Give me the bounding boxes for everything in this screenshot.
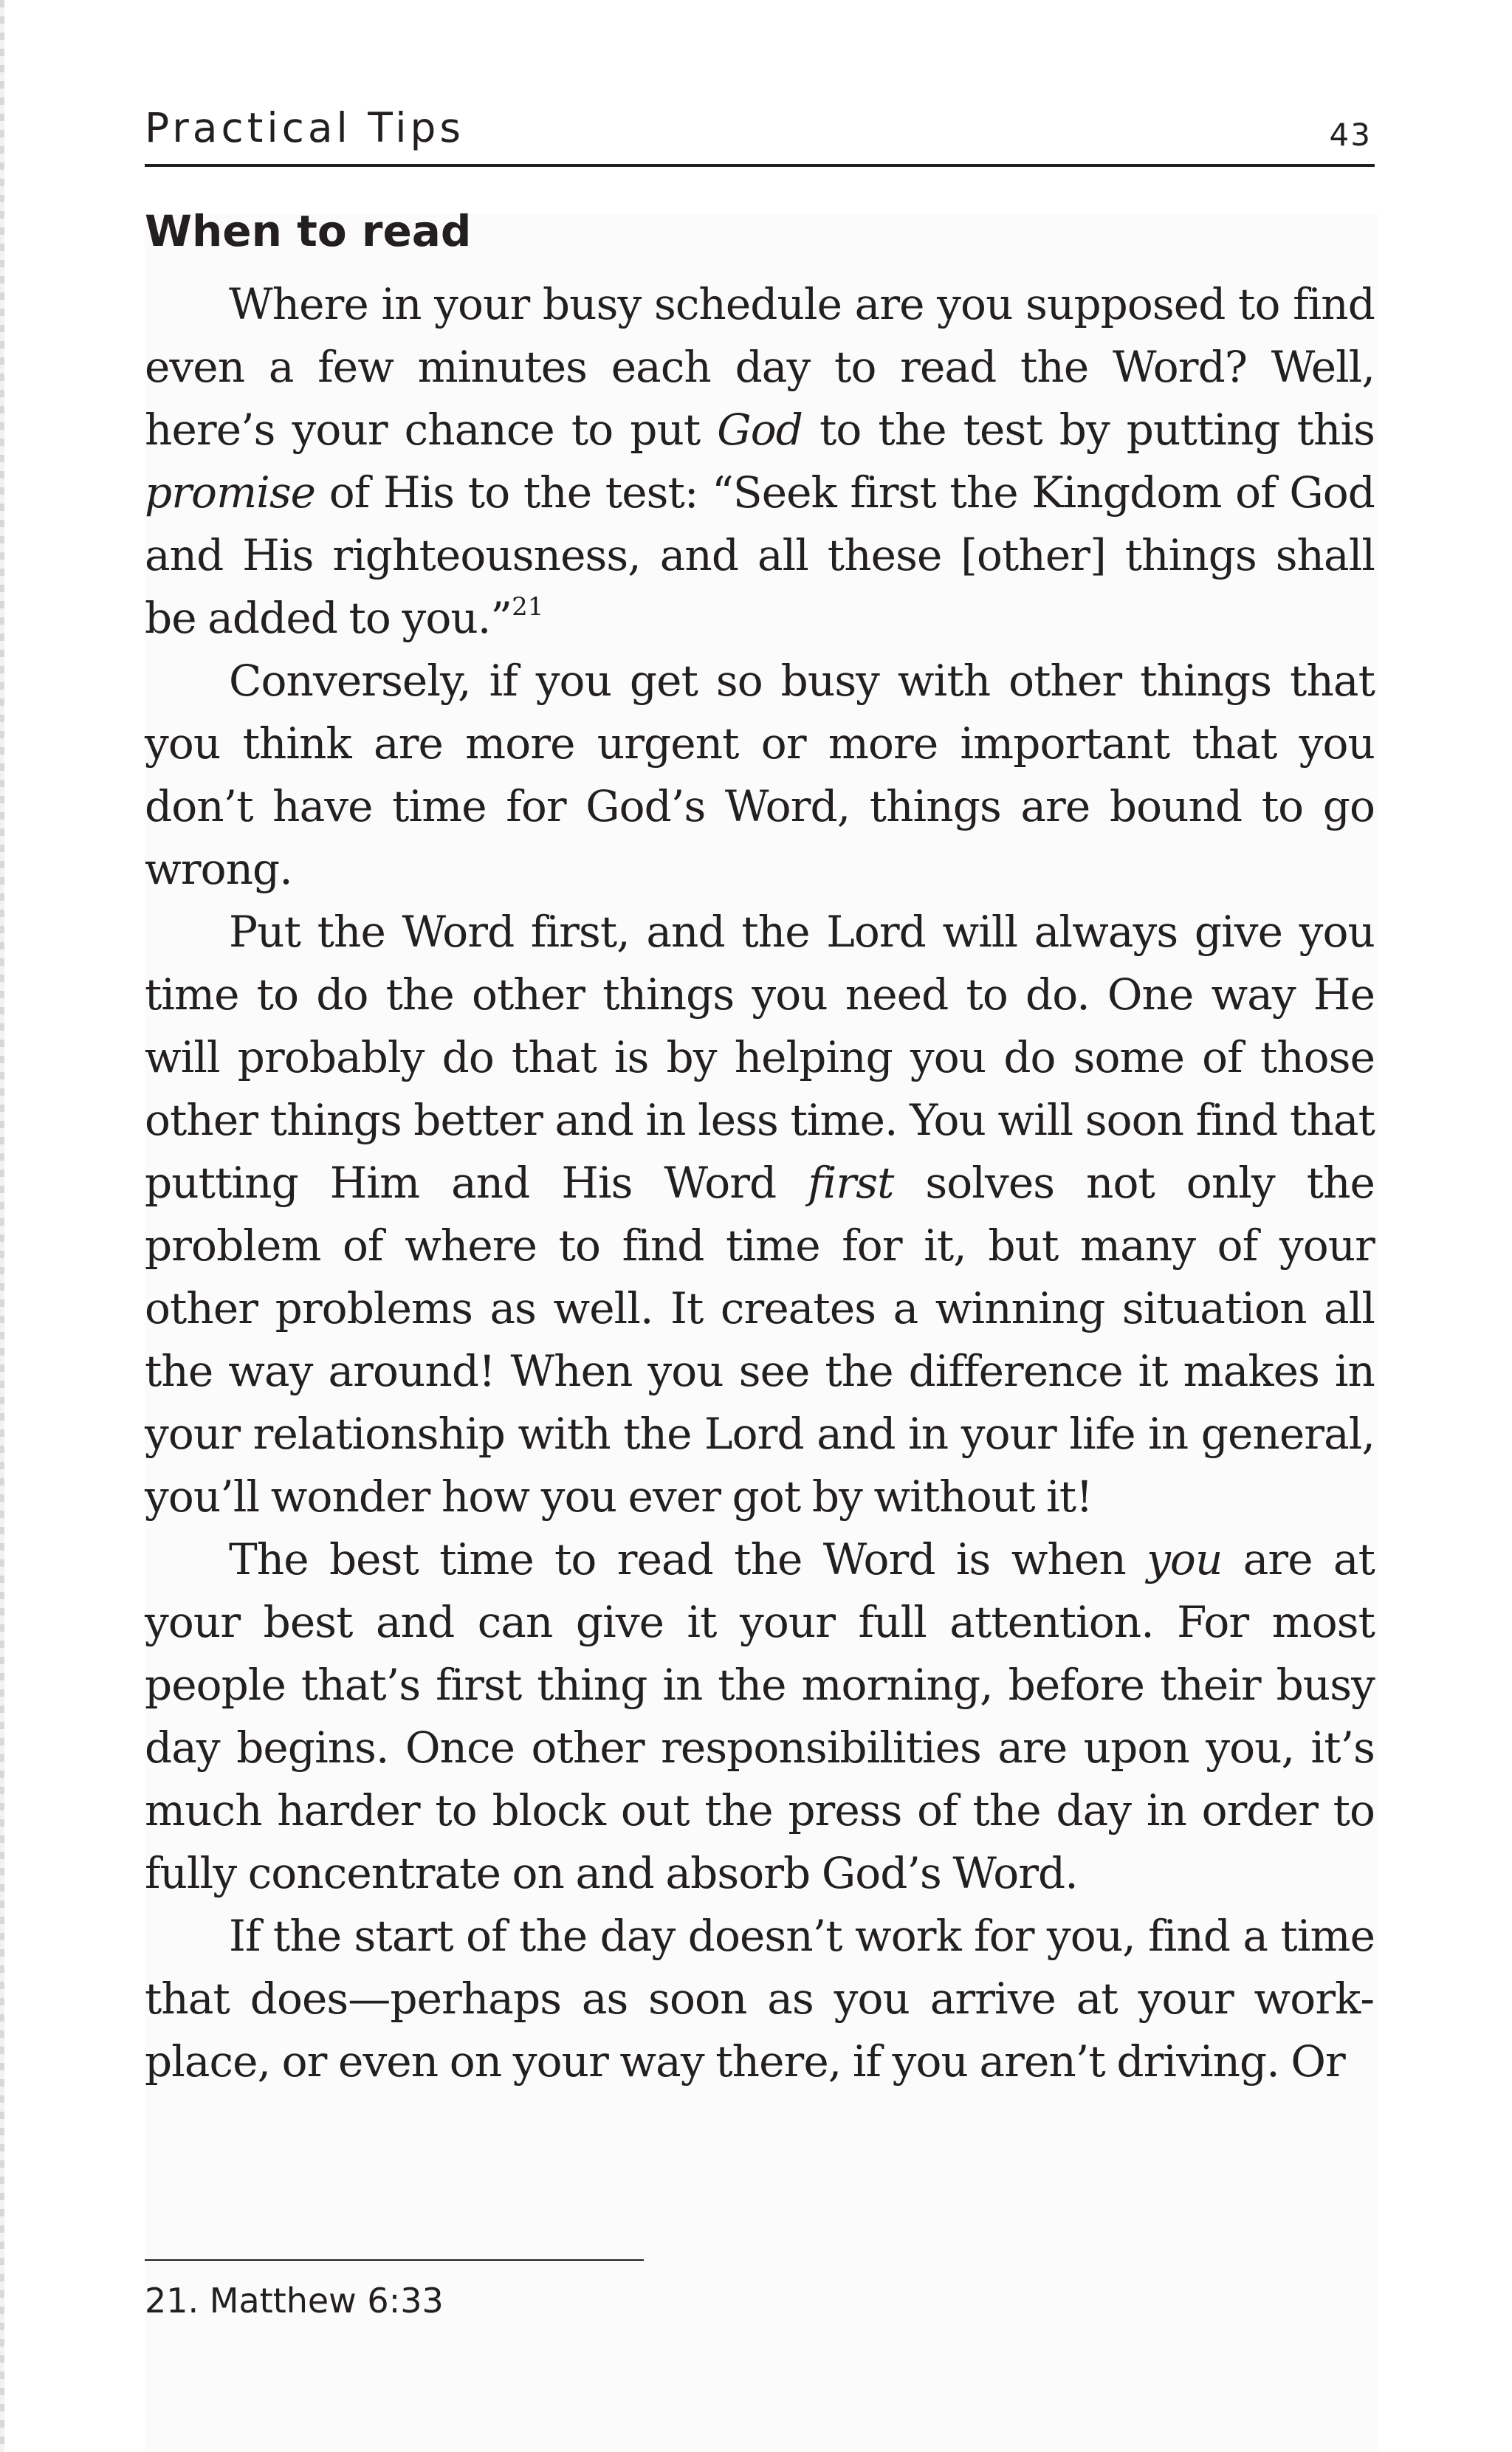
paragraph-text: of His to the test: “Seek first the Kingdom of God and His righteousness, and all these [other] things shall be added to you.” <box>145 467 1375 643</box>
emphasis-text: promise <box>145 467 316 518</box>
body-paragraph <box>145 1905 1375 2093</box>
footnote: 21. Matthew 6:33 <box>145 2281 444 2321</box>
paragraph-text: Where in your busy schedule are you supposed to find even a few minutes each day to read the Word? Well, here’s your chance to put <box>145 279 1375 455</box>
body-text <box>145 273 1375 2093</box>
paragraph-text: solves not only the problem of where to find time for it, but many of your other problems as well. It creates a winning situation all the way around! When you see the difference it makes in your relationship with the Lord and in your life in general, you’ll wonder how you ever got by without it! <box>145 1158 1375 1522</box>
paragraph-text: to the test by putting this <box>802 405 1375 455</box>
emphasis-text: you <box>1147 1534 1223 1584</box>
running-header <box>145 104 1375 167</box>
paragraph-text: Conversely, if you get so busy with other things that you think are more urgent or more important that you don’t have time for God’s Word, things are bound to go wrong. <box>145 656 1375 894</box>
body-paragraph <box>145 273 1375 650</box>
body-paragraph <box>145 650 1375 901</box>
running-title: Practical Tips <box>145 104 465 151</box>
body-paragraph <box>145 901 1375 1528</box>
section-heading: When to read <box>145 206 472 256</box>
paragraph-text: The best time to read the Word is when <box>229 1534 1147 1584</box>
emphasis-text: God <box>717 405 803 455</box>
footnote-divider <box>145 2259 644 2261</box>
emphasis-text: first <box>808 1158 894 1208</box>
body-paragraph <box>145 1528 1375 1905</box>
paragraph-text: Put the Word first, and the Lord will always give you time to do the other things you need to do. One way He will probably do that is by helping you do some of those other things better and in less time. You will soon find that putting Him and His Word <box>145 907 1375 1208</box>
paragraph-text: are at your best and can give it your full attention. For most people that’s first thing in the morning, before their busy day begins. Once other responsibilities are upon you, it’s much harder to block out the press of the day in order to fully concentrate on and absorb God’s Word. <box>145 1534 1375 1898</box>
footnote-reference: 21 <box>512 592 544 622</box>
paragraph-text: If the start of the day doesn’t work for you, find a time that does—perhaps as soon as you arrive at your workplace, or even on your way there, if you aren’t driving. Or <box>145 1911 1375 2087</box>
page-number: 43 <box>1329 117 1372 153</box>
page-edge <box>0 0 4 2452</box>
